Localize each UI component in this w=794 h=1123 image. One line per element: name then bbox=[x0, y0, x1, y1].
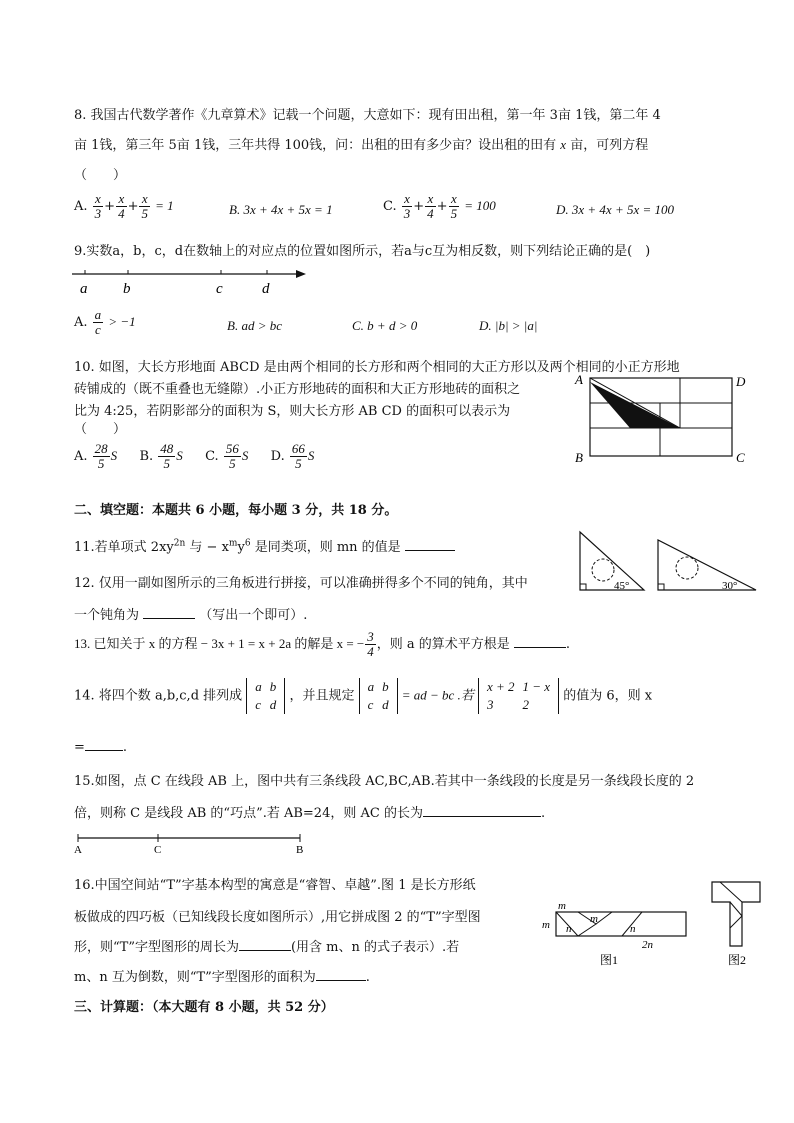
q9-option-a-rhs: > −1 bbox=[108, 314, 136, 329]
q16-stem-line4: m、n 互为倒数，则“T”字型图形的面积为 . bbox=[74, 970, 370, 985]
point-a-label: A bbox=[74, 844, 82, 856]
vertex-a: A bbox=[575, 372, 583, 387]
q8-option-a-rhs: = 1 bbox=[155, 198, 174, 213]
q9-option-a[interactable] bbox=[74, 308, 136, 337]
fig1-rectangle bbox=[556, 912, 686, 936]
number-line-arrow bbox=[296, 270, 306, 278]
q8-stem-line2 bbox=[74, 134, 648, 153]
q10-option-d[interactable]: D. $\frac{66}{5}$ S bbox=[270, 441, 315, 471]
hole-circle bbox=[676, 557, 698, 579]
q16-figures bbox=[538, 876, 774, 968]
fraction: $\frac{x}{5}$ bbox=[450, 191, 458, 221]
triangle-45 bbox=[580, 532, 644, 590]
q15-segment-figure bbox=[72, 832, 312, 856]
q16-stem-line2: 板做成的四巧板（已知线段长度如图所示）,用它拼成图 2 的“T”字型图 bbox=[74, 910, 481, 925]
q8-option-b[interactable]: B. 3x + 4x + 5x = 1 bbox=[229, 202, 333, 217]
fraction: $\frac{a}{c}$ bbox=[94, 307, 102, 337]
fig1-2n: 2n bbox=[642, 939, 653, 951]
fig2-cut bbox=[720, 882, 742, 902]
label-d: d bbox=[262, 281, 270, 297]
label-a: a bbox=[80, 281, 88, 297]
fig1-n-a: n bbox=[566, 923, 572, 935]
q10-rectangle-figure bbox=[570, 370, 750, 468]
shaded-region bbox=[590, 382, 680, 428]
q10-option-c[interactable]: C. $\frac{56}{5}$ S bbox=[205, 441, 249, 471]
q12-answer-blank[interactable] bbox=[143, 606, 195, 619]
q12-stem-line2: 一个钝角为 （写出一个即可）. bbox=[74, 608, 308, 623]
q14-stem: 14. 将四个数 a,b,c,d 排列成 a b c d ，并且规定 a b c d = ad − bc .若 x + 2 1 − x 3 2 的值为 6，则 x bbox=[74, 679, 653, 712]
q14-answer-blank[interactable] bbox=[85, 738, 123, 751]
angle-30-label: 30° bbox=[722, 580, 738, 592]
label-b: b bbox=[123, 281, 131, 297]
triangle-30 bbox=[658, 540, 756, 590]
fraction: $\frac{x}{5}$ bbox=[141, 191, 148, 221]
vertex-c: C bbox=[736, 450, 745, 465]
right-angle-mark bbox=[658, 584, 664, 590]
q13-answer-blank[interactable] bbox=[514, 635, 566, 648]
vertex-b: B bbox=[575, 450, 583, 465]
q8-var: x bbox=[560, 137, 567, 152]
q10-options bbox=[74, 442, 314, 471]
q9-option-c[interactable]: C. b + d > 0 bbox=[352, 318, 418, 333]
q8-stem-line2b: 亩，可列方程 bbox=[570, 138, 649, 153]
hole-circle bbox=[592, 559, 614, 581]
label-c: c bbox=[216, 281, 223, 297]
q15-stem-line1: 15.如图，点 C 在线段 AB 上，图中共有三条线段 AC,BC,AB.若其中一条线段的长度是另一条线段长度的 2 bbox=[74, 774, 695, 789]
fig1-m-top: m bbox=[558, 900, 566, 912]
point-c-label: C bbox=[154, 844, 162, 856]
q11-answer-blank[interactable] bbox=[405, 538, 455, 551]
q10-option-a[interactable]: A. $\frac{28}{5}$ S bbox=[74, 441, 118, 471]
fig2-cut bbox=[730, 902, 742, 916]
q16-area-blank[interactable] bbox=[316, 968, 366, 981]
fig2-t-shape bbox=[712, 882, 760, 946]
q12-stem-line1: 12. 仅用一副如图所示的三角板进行拼接，可以准确拼得多个不同的钝角，其中 bbox=[74, 576, 528, 591]
q14-answer-line: = . bbox=[74, 740, 128, 755]
q9-option-b[interactable]: B. ad > bc bbox=[227, 318, 282, 333]
fraction: $\frac{3}{4}$ bbox=[367, 629, 374, 659]
q10-option-b[interactable]: B. $\frac{48}{5}$ S bbox=[139, 441, 183, 471]
q13-stem: 13. 已知关于 x 的方程 − 3x + 1 = x + 2a 的解是 x = − $\frac{3}{4}$ ，则 a 的算术平方根是 . bbox=[74, 629, 571, 659]
section3-title: 三、计算题：（本大题有 8 小题，共 52 分） bbox=[74, 1000, 334, 1015]
q8-option-d[interactable]: D. 3x + 4x + 5x = 100 bbox=[556, 202, 675, 217]
q8-stem-line2a: 亩 1钱，第三年 5亩 1钱，三年共得 100钱，问：出租的田有多少亩？设出租的田有 bbox=[74, 138, 557, 153]
q10-stem-line1: 10. 如图，大长方形地面 ABCD 是由两个相同的长方形和两个相同的大正方形以及两个相同的小正方形地 bbox=[74, 360, 680, 375]
q16-stem-line1: 16.中国空间站“T”字基本构型的寓意是“睿智、卓越”.图 1 是长方形纸 bbox=[74, 878, 476, 893]
q8-option-c[interactable]: C. $\frac{x}{3}$ + $\frac{x}{4}$ + $\frac{x}{5}$ = 100 bbox=[383, 191, 496, 221]
q15-answer-blank[interactable] bbox=[423, 804, 541, 817]
right-angle-mark bbox=[580, 584, 586, 590]
determinant-2: a b c d bbox=[359, 678, 398, 714]
fraction: $\frac{x}{3}$ bbox=[403, 191, 411, 221]
q9-option-a-label: A. bbox=[74, 315, 88, 330]
fig1-n-b: n bbox=[630, 923, 636, 935]
q15-stem-line2: 倍，则称 C 是线段 AB 的“巧点”.若 AB=24，则 AC 的长为 . bbox=[74, 806, 546, 821]
fig2-caption: 图2 bbox=[728, 953, 747, 967]
fraction: $\frac{28}{5}$ bbox=[94, 441, 108, 471]
q9-option-d[interactable]: D. |b| > |a| bbox=[479, 318, 538, 333]
vertex-d: D bbox=[736, 374, 746, 389]
q8-paren: （ ） bbox=[74, 168, 127, 183]
determinant-3: x + 2 1 − x 3 2 bbox=[478, 678, 559, 714]
q10-paren: （ ） bbox=[74, 422, 127, 437]
q8-option-a[interactable]: A. $\frac{x}{3}$ + $\frac{x}{4}$ + $\frac{x}{5}$ = 1 bbox=[74, 191, 174, 221]
fraction: $\frac{66}{5}$ bbox=[291, 441, 305, 471]
q8-option-c-rhs: = 100 bbox=[464, 198, 496, 213]
fig1-m-inner: m bbox=[590, 913, 598, 925]
angle-45-label: 45° bbox=[614, 580, 630, 592]
q10-stem-line3: 比为 4:25，若阴影部分的面积为 S，则大长方形 AB CD 的面积可以表示为 bbox=[74, 404, 511, 419]
fig2-cut bbox=[730, 916, 742, 928]
fraction: $\frac{56}{5}$ bbox=[225, 441, 239, 471]
fraction: $\frac{x}{3}$ bbox=[94, 191, 102, 221]
determinant-1: a b c d bbox=[246, 678, 285, 714]
q8-option-a-label: A. bbox=[74, 199, 88, 214]
q9-stem: 9.实数a，b，c，d在数轴上的对应点的位置如图所示，若a与c互为相反数，则下列结论正确的是( ) bbox=[74, 244, 651, 259]
fraction: $\frac{x}{4}$ bbox=[427, 191, 434, 221]
fig1-m-left: m bbox=[542, 919, 550, 931]
fraction: $\frac{x}{4}$ bbox=[118, 191, 125, 221]
fraction: $\frac{48}{5}$ bbox=[160, 441, 174, 471]
fig1-caption: 图1 bbox=[600, 953, 619, 967]
q16-perimeter-blank[interactable] bbox=[239, 938, 291, 951]
q11-stem: 11.若单项式 $2xy^{2n}$ 与 − $x^my^6$ 是同类项，则 mn 的值是 bbox=[74, 536, 455, 555]
section2-title: 二、填空题：本题共 6 小题，每小题 3 分，共 18 分。 bbox=[74, 503, 398, 518]
q9-number-line bbox=[70, 262, 310, 298]
q8-option-c-label: C. bbox=[383, 199, 397, 214]
q16-stem-line3: 形，则“T”字型图形的周长为 (用含 m、n 的式子表示）.若 bbox=[74, 940, 460, 955]
point-b-label: B bbox=[296, 844, 304, 856]
q8-stem-line1: 8. 我国古代数学著作《九章算术》记载一个问题，大意如下：现有田出租，第一年 3亩 1钱，第二年 4 bbox=[74, 108, 661, 123]
q10-stem-line2: 砖铺成的（既不重叠也无缝隙）.小正方形地砖的面积和大正方形地砖的面积之 bbox=[74, 382, 521, 397]
q12-triangle-figures bbox=[574, 526, 764, 596]
fig1-cut bbox=[596, 912, 612, 924]
